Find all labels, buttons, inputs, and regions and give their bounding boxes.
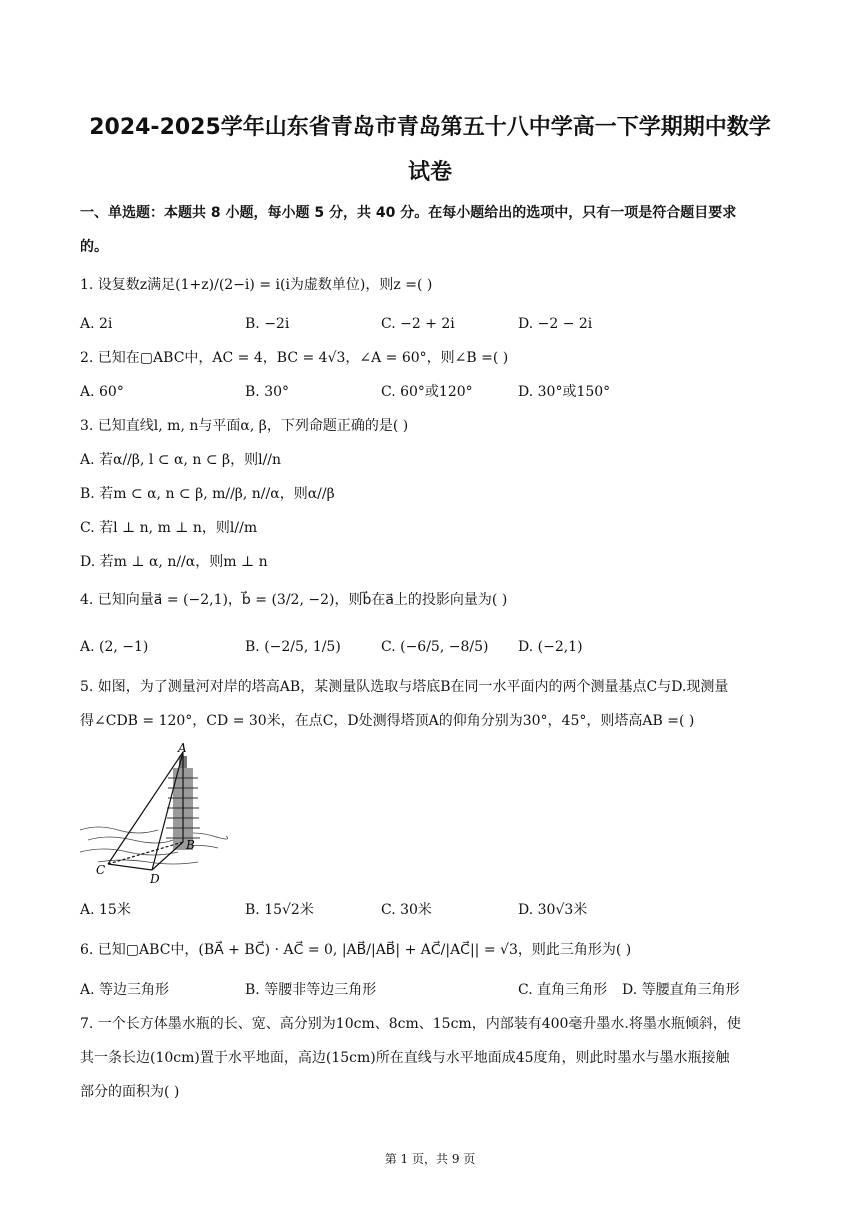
figure-label-b: B (186, 838, 195, 852)
q2-option-a: A. 60° (80, 384, 124, 400)
q1-option-a: A. 2i (80, 316, 113, 332)
q2-option-c: C. 60°或120° (381, 384, 473, 400)
q5-option-a: A. 15米 (80, 902, 131, 918)
q4-option-a: A. (2, −1) (80, 639, 149, 655)
page-title: 2024-2025学年山东省青岛市青岛第五十八中学高一下学期期中数学 (89, 115, 771, 140)
question-7-stem: 7. 一个长方体墨水瓶的长、宽、高分别为10cm、8cm、15cm，内部装有400毫升墨水.将墨水瓶倾斜，使 (80, 1016, 741, 1032)
measurement-lines (108, 752, 183, 870)
question-3-stem: 3. 已知直线l, m, n与平面α, β，下列命题正确的是( ) (80, 418, 409, 434)
question-5-stem: 5. 如图，为了测量河对岸的塔高AB，某测量队选取与塔底B在同一水平面内的两个测量基点C与D.现测量 (80, 679, 729, 695)
q5-option-d: D. 30√3米 (518, 902, 588, 918)
q6-option-c: C. 直角三角形 (518, 982, 608, 998)
q1-option-c: C. −2 + 2i (381, 316, 455, 332)
q4-option-b: B. (−2/5, 1/5) (245, 639, 341, 655)
section-header: 一、单选题：本题共 8 小题，每小题 5 分，共 40 分。在每小题给出的选项中，只有一项是符合题目要求 (80, 205, 737, 221)
q5-option-c: C. 30米 (381, 902, 432, 918)
question-7-stem-cont: 其一条长边(10cm)置于水平地面，高边(15cm)所在直线与水平地面成45度角，则此时墨水与墨水瓶接触 (80, 1050, 730, 1066)
q3-option-b: B. 若m ⊂ α, n ⊂ β, m//β, n//α，则α//β (80, 486, 335, 502)
page-footer: 第 1 页，共 9 页 (384, 1152, 476, 1166)
q3-option-c: C. 若l ⊥ n, m ⊥ n，则l//m (80, 520, 258, 536)
q2-option-d: D. 30°或150° (518, 384, 611, 400)
q5-option-b: B. 15√2米 (245, 902, 314, 918)
question-2-stem: 2. 已知在▢ABC中，AC = 4，BC = 4√3，∠A = 60°，则∠B =( ) (80, 350, 509, 366)
q6-option-d: D. 等腰直角三角形 (622, 982, 740, 998)
figure-label-a: A (178, 741, 187, 755)
q6-option-a: A. 等边三角形 (80, 982, 170, 998)
q3-option-a: A. 若α//β, l ⊂ α, n ⊂ β，则l//n (80, 452, 282, 468)
q2-option-b: B. 30° (245, 384, 290, 400)
question-7-stem-cont2: 部分的面积为( ) (80, 1084, 180, 1100)
q4-option-d: D. (−2,1) (518, 639, 583, 655)
figure-label-c: C (96, 863, 106, 877)
q6-option-b: B. 等腰非等边三角形 (245, 982, 377, 998)
tower-figure (78, 740, 228, 886)
q1-option-b: B. −2i (245, 316, 290, 332)
page-title-cont: 试卷 (407, 160, 452, 185)
question-4-stem: 4. 已知向量a⃗ = (−2,1)，b⃗ = (3/2, −2)，则b⃗在a⃗上的投影向量为( ) (80, 592, 508, 608)
q1-option-d: D. −2 − 2i (518, 316, 593, 332)
question-1-stem: 1. 设复数z满足(1+z)/(2−i) = i(i为虚数单位)，则z =( ) (80, 277, 433, 293)
question-5-stem-cont: 得∠CDB = 120°，CD = 30米，在点C，D处测得塔顶A的仰角分别为30°，45°，则塔高AB =( ) (80, 713, 695, 729)
figure-label-d: D (150, 872, 160, 886)
water-ripples (80, 827, 228, 864)
q3-option-d: D. 若m ⊥ α, n//α，则m ⊥ n (80, 554, 268, 570)
question-6-stem: 6. 已知▢ABC中，(BA⃗ + BC⃗) · AC⃗ = 0, |AB⃗/|AB⃗| + AC⃗/|AC⃗|| = √3，则此三角形为( ) (80, 942, 632, 958)
q4-option-c: C. (−6/5, −8/5) (381, 639, 489, 655)
section-header-cont: 的。 (80, 239, 108, 255)
